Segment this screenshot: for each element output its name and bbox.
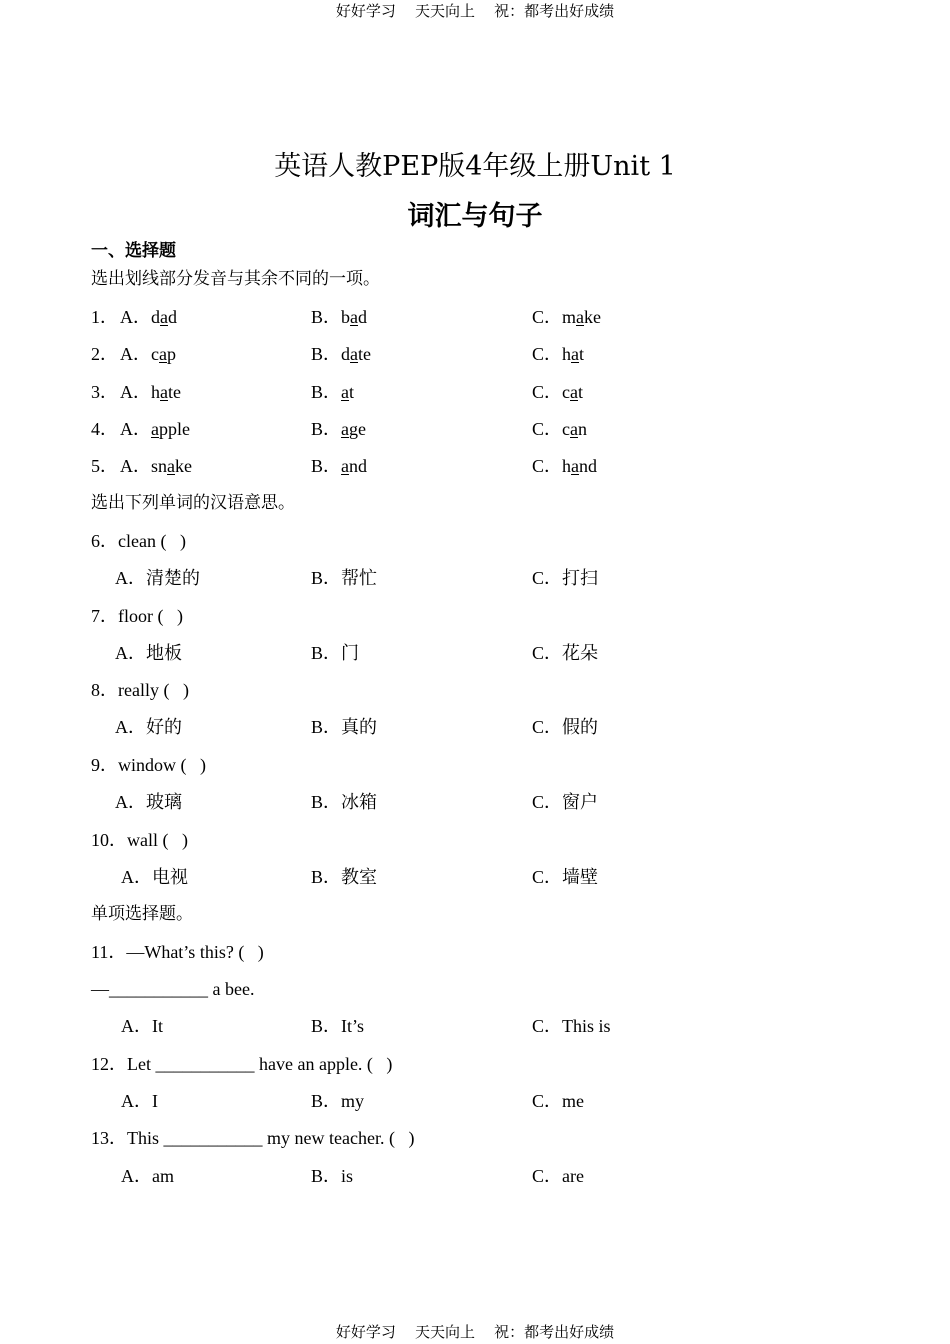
question-stem: 12．Let ___________ have an apple. ( ) [91,1054,393,1074]
question-number: 5． [91,456,118,476]
option-b: B．is [311,1166,354,1186]
option-b: B．at [311,382,355,402]
option-c: C．can [532,419,587,439]
option-b: B．冰箱 [311,792,378,812]
option-b: B．bad [311,307,368,327]
option-b: B．帮忙 [311,568,378,588]
option-c: C．cat [532,382,584,402]
option-b: B．教室 [311,867,378,887]
option-a: A．cap [120,344,176,364]
option-a: A．清楚的 [115,568,200,588]
page-footer: 好好学习 天天向上 祝：都考出好成绩 [335,1323,615,1341]
option-a: A．I [121,1091,158,1111]
option-b: B．my [311,1091,365,1111]
question-stem: 13．This ___________ my new teacher. ( ) [91,1128,415,1148]
question-stem: 9．window ( ) [91,755,206,775]
option-a: A．am [121,1166,174,1186]
option-b: B．and [311,456,368,476]
option-b: B．It’s [311,1016,365,1036]
option-a: A．玻璃 [115,792,182,812]
question-stem: 8．really ( ) [91,680,189,700]
question-number: 3． [91,382,118,402]
question-stem: 7．floor ( ) [91,606,183,626]
option-a: A．电视 [121,867,188,887]
question-stem-answer-line: —___________ a bee. [91,979,255,999]
option-a: A．apple [120,419,190,439]
question-number: 1． [91,307,118,327]
option-a: A．地板 [115,643,182,663]
option-a: A．好的 [115,717,182,737]
page-header: 好好学习 天天向上 祝：都考出好成绩 [335,2,615,20]
option-b: B．date [311,344,372,364]
instruction-single-choice: 单项选择题。 [91,904,193,924]
option-c: C．花朵 [532,643,599,663]
instruction-pronunciation: 选出划线部分发音与其余不同的一项。 [91,269,380,289]
question-number: 2． [91,344,118,364]
option-c: C．假的 [532,717,599,737]
option-a: A．dad [120,307,177,327]
question-stem: 11．—What’s this? ( ) [91,942,264,962]
document-subtitle: 词汇与句子 [407,201,543,232]
question-stem: 6．clean ( ) [91,531,186,551]
option-c: C．窗户 [532,792,599,812]
option-c: C．me [532,1091,584,1111]
section-heading: 一、选择题 [91,241,176,261]
question-number: 4． [91,419,118,439]
option-c: C．墙壁 [532,867,599,887]
question-stem: 10．wall ( ) [91,830,188,850]
option-c: C．This is [532,1016,611,1036]
option-b: B．真的 [311,717,378,737]
option-b: B．age [311,419,367,439]
document-title: 英语人教PEP版4年级上册Unit 1 [274,151,676,182]
option-c: C．hand [532,456,598,476]
option-c: C．make [532,307,602,327]
option-a: A．snake [120,456,193,476]
option-a: A．It [121,1016,163,1036]
option-c: C．打扫 [532,568,599,588]
option-b: B．门 [311,643,360,663]
instruction-meaning: 选出下列单词的汉语意思。 [91,493,295,513]
option-c: C．hat [532,344,585,364]
option-c: C．are [532,1166,584,1186]
option-a: A．hate [120,382,181,402]
